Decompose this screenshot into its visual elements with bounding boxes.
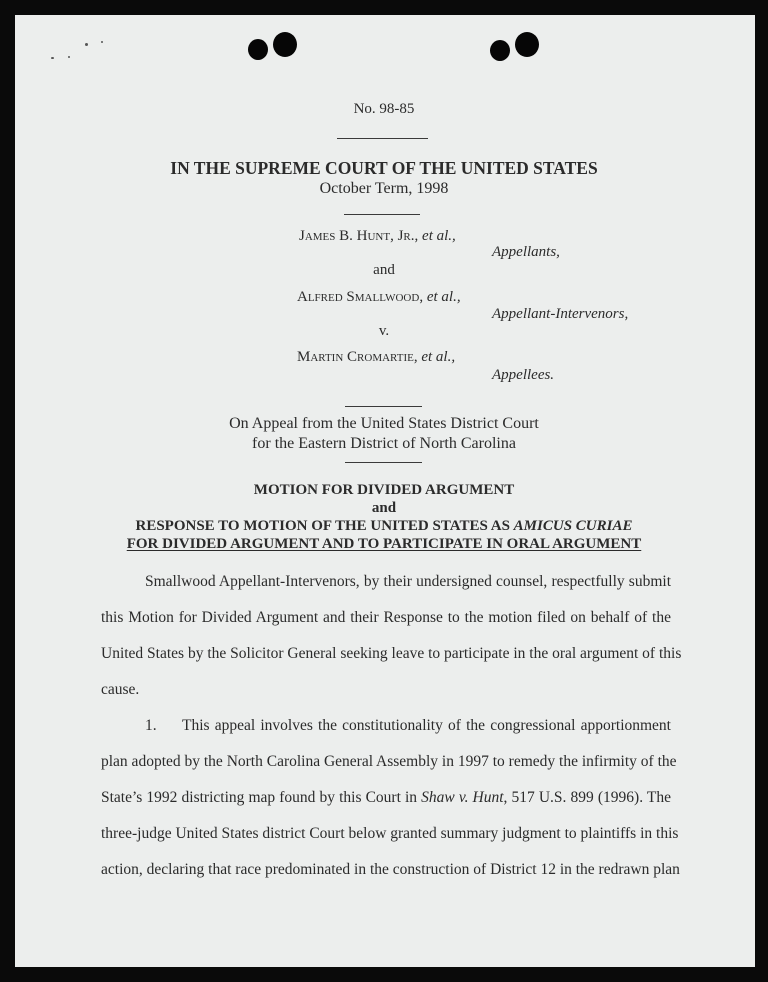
punch-hole-right-a [490, 40, 510, 61]
et-al: et al., [422, 228, 456, 244]
intro-line-3: United States by the Solicitor General seeking leave to participate in the oral argument of this [101, 645, 682, 662]
scan-speck [51, 57, 54, 59]
scan-speck [101, 41, 103, 43]
party-connector-and: and [373, 262, 395, 278]
response-title-amicus: AMICUS CURIAE [513, 518, 633, 534]
punch-hole-left-b [273, 32, 297, 57]
para1-line-2: plan adopted by the North Carolina General Assembly in 1997 to remedy the infirmity of the [101, 753, 677, 770]
para1-line-3-after: , 517 U.S. 899 (1996). The [503, 789, 671, 806]
response-title-line-2: FOR DIVIDED ARGUMENT AND TO PARTICIPATE IN ORAL ARGUMENT [126, 536, 642, 552]
divider [344, 214, 420, 215]
party-name: Martin Cromartie, [297, 349, 418, 365]
punch-hole-left-a [248, 39, 268, 60]
paragraph-number: 1. [145, 717, 157, 734]
party-connector-v: v. [378, 323, 390, 339]
motion-title: MOTION FOR DIVIDED ARGUMENT [253, 482, 515, 498]
para1-line-3-before: State’s 1992 districting map found by this Court in [101, 789, 422, 806]
party-appellant-intervenors [297, 289, 461, 306]
case-citation: Shaw v. Hunt [421, 789, 504, 806]
party-appellees [297, 349, 455, 366]
role-appellees: Appellees. [492, 367, 555, 383]
motion-title-and: and [371, 500, 397, 516]
role-appellant-intervenors: Appellant-Intervenors, [492, 306, 629, 322]
docket-number: No. 98-85 [353, 101, 415, 117]
court-term: October Term, 1998 [319, 180, 449, 197]
party-name: Alfred Smallwood, [297, 289, 424, 305]
et-al: et al., [426, 289, 461, 305]
scan-speck [85, 43, 88, 46]
para1-line-1: This appeal involves the constitutionality of the congressional apportionment [182, 717, 671, 734]
para1-line-5: action, declaring that race predominated in the construction of District 12 in the redrawn plan [101, 861, 680, 878]
para1-line-3 [101, 789, 671, 807]
court-name: IN THE SUPREME COURT OF THE UNITED STATES [170, 158, 598, 178]
divider [337, 138, 428, 139]
para1-line-4: three-judge United States district Court below granted summary judgment to plaintiffs in this [101, 825, 679, 842]
appeal-line-1: On Appeal from the United States District Court [229, 415, 539, 432]
response-title-prefix: RESPONSE TO MOTION OF THE UNITED STATES AS [135, 518, 514, 534]
intro-line-4: cause. [101, 681, 140, 698]
et-al: et al., [421, 349, 456, 365]
party-appellants [299, 228, 456, 245]
appeal-line-2: for the Eastern District of North Carolina [252, 435, 516, 452]
role-appellants: Appellants, [492, 244, 560, 260]
scan-speck [68, 56, 70, 58]
divider [345, 406, 422, 407]
party-name: James B. Hunt, Jr., [299, 228, 419, 244]
intro-line-2: this Motion for Divided Argument and their Response to the motion filed on behalf of the [101, 609, 671, 626]
intro-line-1: Smallwood Appellant-Intervenors, by their undersigned counsel, respectfully submit [145, 573, 671, 590]
divider [345, 462, 422, 463]
response-title-line-1 [0, 518, 768, 535]
punch-hole-right-b [515, 32, 539, 57]
